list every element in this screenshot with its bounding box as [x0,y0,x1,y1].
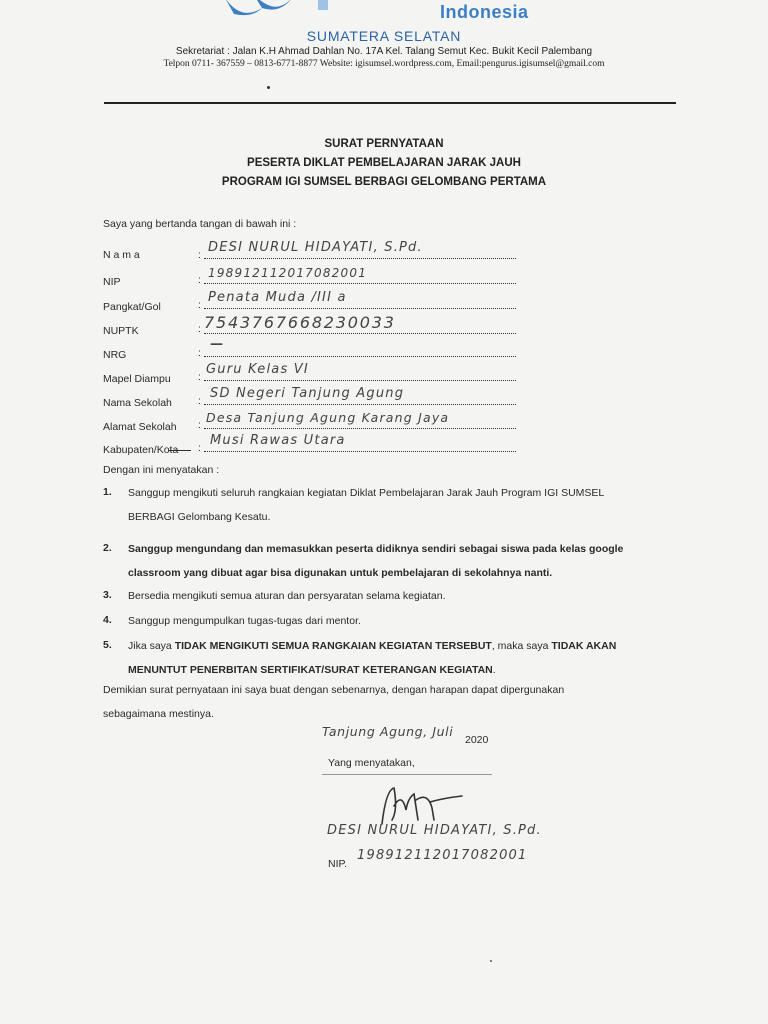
field-colon: : [198,347,201,359]
item-text-part: . [492,664,496,676]
doc-subtitle: PESERTA DIKLAT PEMBELAJARAN JARAK JAUH [247,157,521,169]
intro-text: Saya yang bertanda tangan di bawah ini : [103,218,297,230]
declaration-intro: Dengan ini menyatakan : [103,464,220,476]
list-item [128,634,668,682]
region-name: SUMATERA SELATAN [306,28,462,44]
closing-text: Demikian surat pernyataan ini saya buat dengan sebenarnya, dengan harapan dapat dipergunakan [103,684,565,696]
item-text: BERBAGI Gelombang Kesatu. [128,511,271,523]
field-colon: : [198,371,201,383]
field-label-sekolah: Nama Sekolah [103,397,172,409]
field-value-nama: DESI NURUL HIDAYATI, S.Pd. [208,240,423,255]
signer-name: DESI NURUL HIDAYATI, S.Pd. [327,823,542,838]
item-text-emphasis: TIDAK AKAN [551,640,617,652]
contact-line: Telpon 0711- 367559 – 0813-6771-8877 Website: igisumsel.wordpress.com, Email:pengurus.igisumsel@gmail.com [163,59,605,69]
field-label-nuptk: NUPTK [103,325,139,337]
field-label-kabupaten: Kabupaten/Kota [103,444,179,456]
field-value-alamat: Desa Tanjung Agung Karang Jaya [206,410,450,425]
item-text [128,658,668,682]
signer-nip: 198912112017082001 [357,848,528,863]
address-line: Sekretariat : Jalan K.H Ahmad Dahlan No. 17A Kel. Talang Semut Kec. Bukit Kecil Palembang [175,46,593,57]
field-colon: : [198,395,201,407]
field-value-mapel: Guru Kelas VI [206,362,309,377]
item-text: Sanggup mengumpulkan tugas-tugas dari mentor. [128,615,361,627]
field-colon: : [198,442,201,454]
sign-year: 2020 [465,734,489,746]
field-value-sekolah: SD Negeri Tanjung Agung [210,386,405,401]
field-colon: : [198,323,201,335]
field-value-pangkat: Penata Muda /III a [208,290,347,305]
item-text: Bersedia mengikuti semua aturan dan persyaratan selama kegiatan. [128,590,446,602]
field-colon: : [198,249,201,261]
closing-text: sebagaimana mestinya. [103,708,214,720]
field-value-nip: 198912112017082001 [208,266,368,280]
list-item [128,537,668,585]
doc-title: SURAT PERNYATAAN [324,138,444,150]
speck [490,960,492,962]
speck [267,86,270,89]
doc-program: PROGRAM IGI SUMSEL BERBAGI GELOMBANG PERTAMA [221,176,547,188]
list-item [128,584,668,608]
field-label-pangkat: Pangkat/Gol [103,301,161,313]
dotted-line [204,451,516,452]
org-name: Indonesia [440,2,529,22]
sign-underline [322,774,492,775]
field-colon: : [198,274,201,286]
item-text-part: Jika saya [128,640,175,652]
strikethrough-mark [169,450,191,451]
dotted-line [204,333,516,334]
nip-label: NIP. [328,858,348,870]
item-text: Sanggup mengundang dan memasukkan peserta didiknya sendiri sebagai siswa pada kelas google [128,543,624,555]
sign-place-date: Tanjung Agung, Juli [322,724,454,739]
item-number: 2. [103,542,112,554]
item-text-part: , maka saya [491,640,552,652]
item-text: Sanggup mengikuti seluruh rangkaian kegiatan Diklat Pembelajaran Jarak Jauh Program IGI SUMSEL [128,487,605,499]
item-text-emphasis: TIDAK MENGIKUTI SEMUA RANGKAIAN KEGIATAN TERSEBUT [174,640,492,652]
list-item [128,481,668,529]
item-number: 1. [103,486,112,498]
item-text: classroom yang dibuat agar bisa digunakan untuk pembelajaran di sekolahnya nanti. [128,567,553,579]
field-colon: : [198,419,201,431]
sign-label: Yang menyatakan, [328,757,415,769]
header-divider [104,102,676,104]
field-value-nuptk: 7543767668230033 [204,313,396,332]
item-text-emphasis: MENUNTUT PENERBITAN SERTIFIKAT/SURAT KETERANGAN KEGIATAN [128,664,493,676]
field-label-nrg: NRG [103,349,127,361]
item-number: 5. [103,639,112,651]
field-label-alamat: Alamat Sekolah [103,421,177,433]
dotted-line [204,404,516,405]
item-number: 4. [103,614,112,626]
igi-logo [222,0,342,28]
item-number: 3. [103,589,112,601]
item-text [128,634,668,658]
dotted-line [204,258,516,259]
dotted-line [204,428,516,429]
field-value-kabupaten: Musi Rawas Utara [210,433,346,448]
field-colon: : [198,299,201,311]
field-label-nama: N a m a [103,249,140,261]
field-value-nrg: — [210,337,225,352]
field-label-mapel: Mapel Diampu [103,373,171,385]
dotted-line [204,356,516,357]
dotted-line [204,283,516,284]
dotted-line [204,380,516,381]
field-label-nip: NIP [103,276,121,288]
dotted-line [204,308,516,309]
list-item [128,609,668,633]
